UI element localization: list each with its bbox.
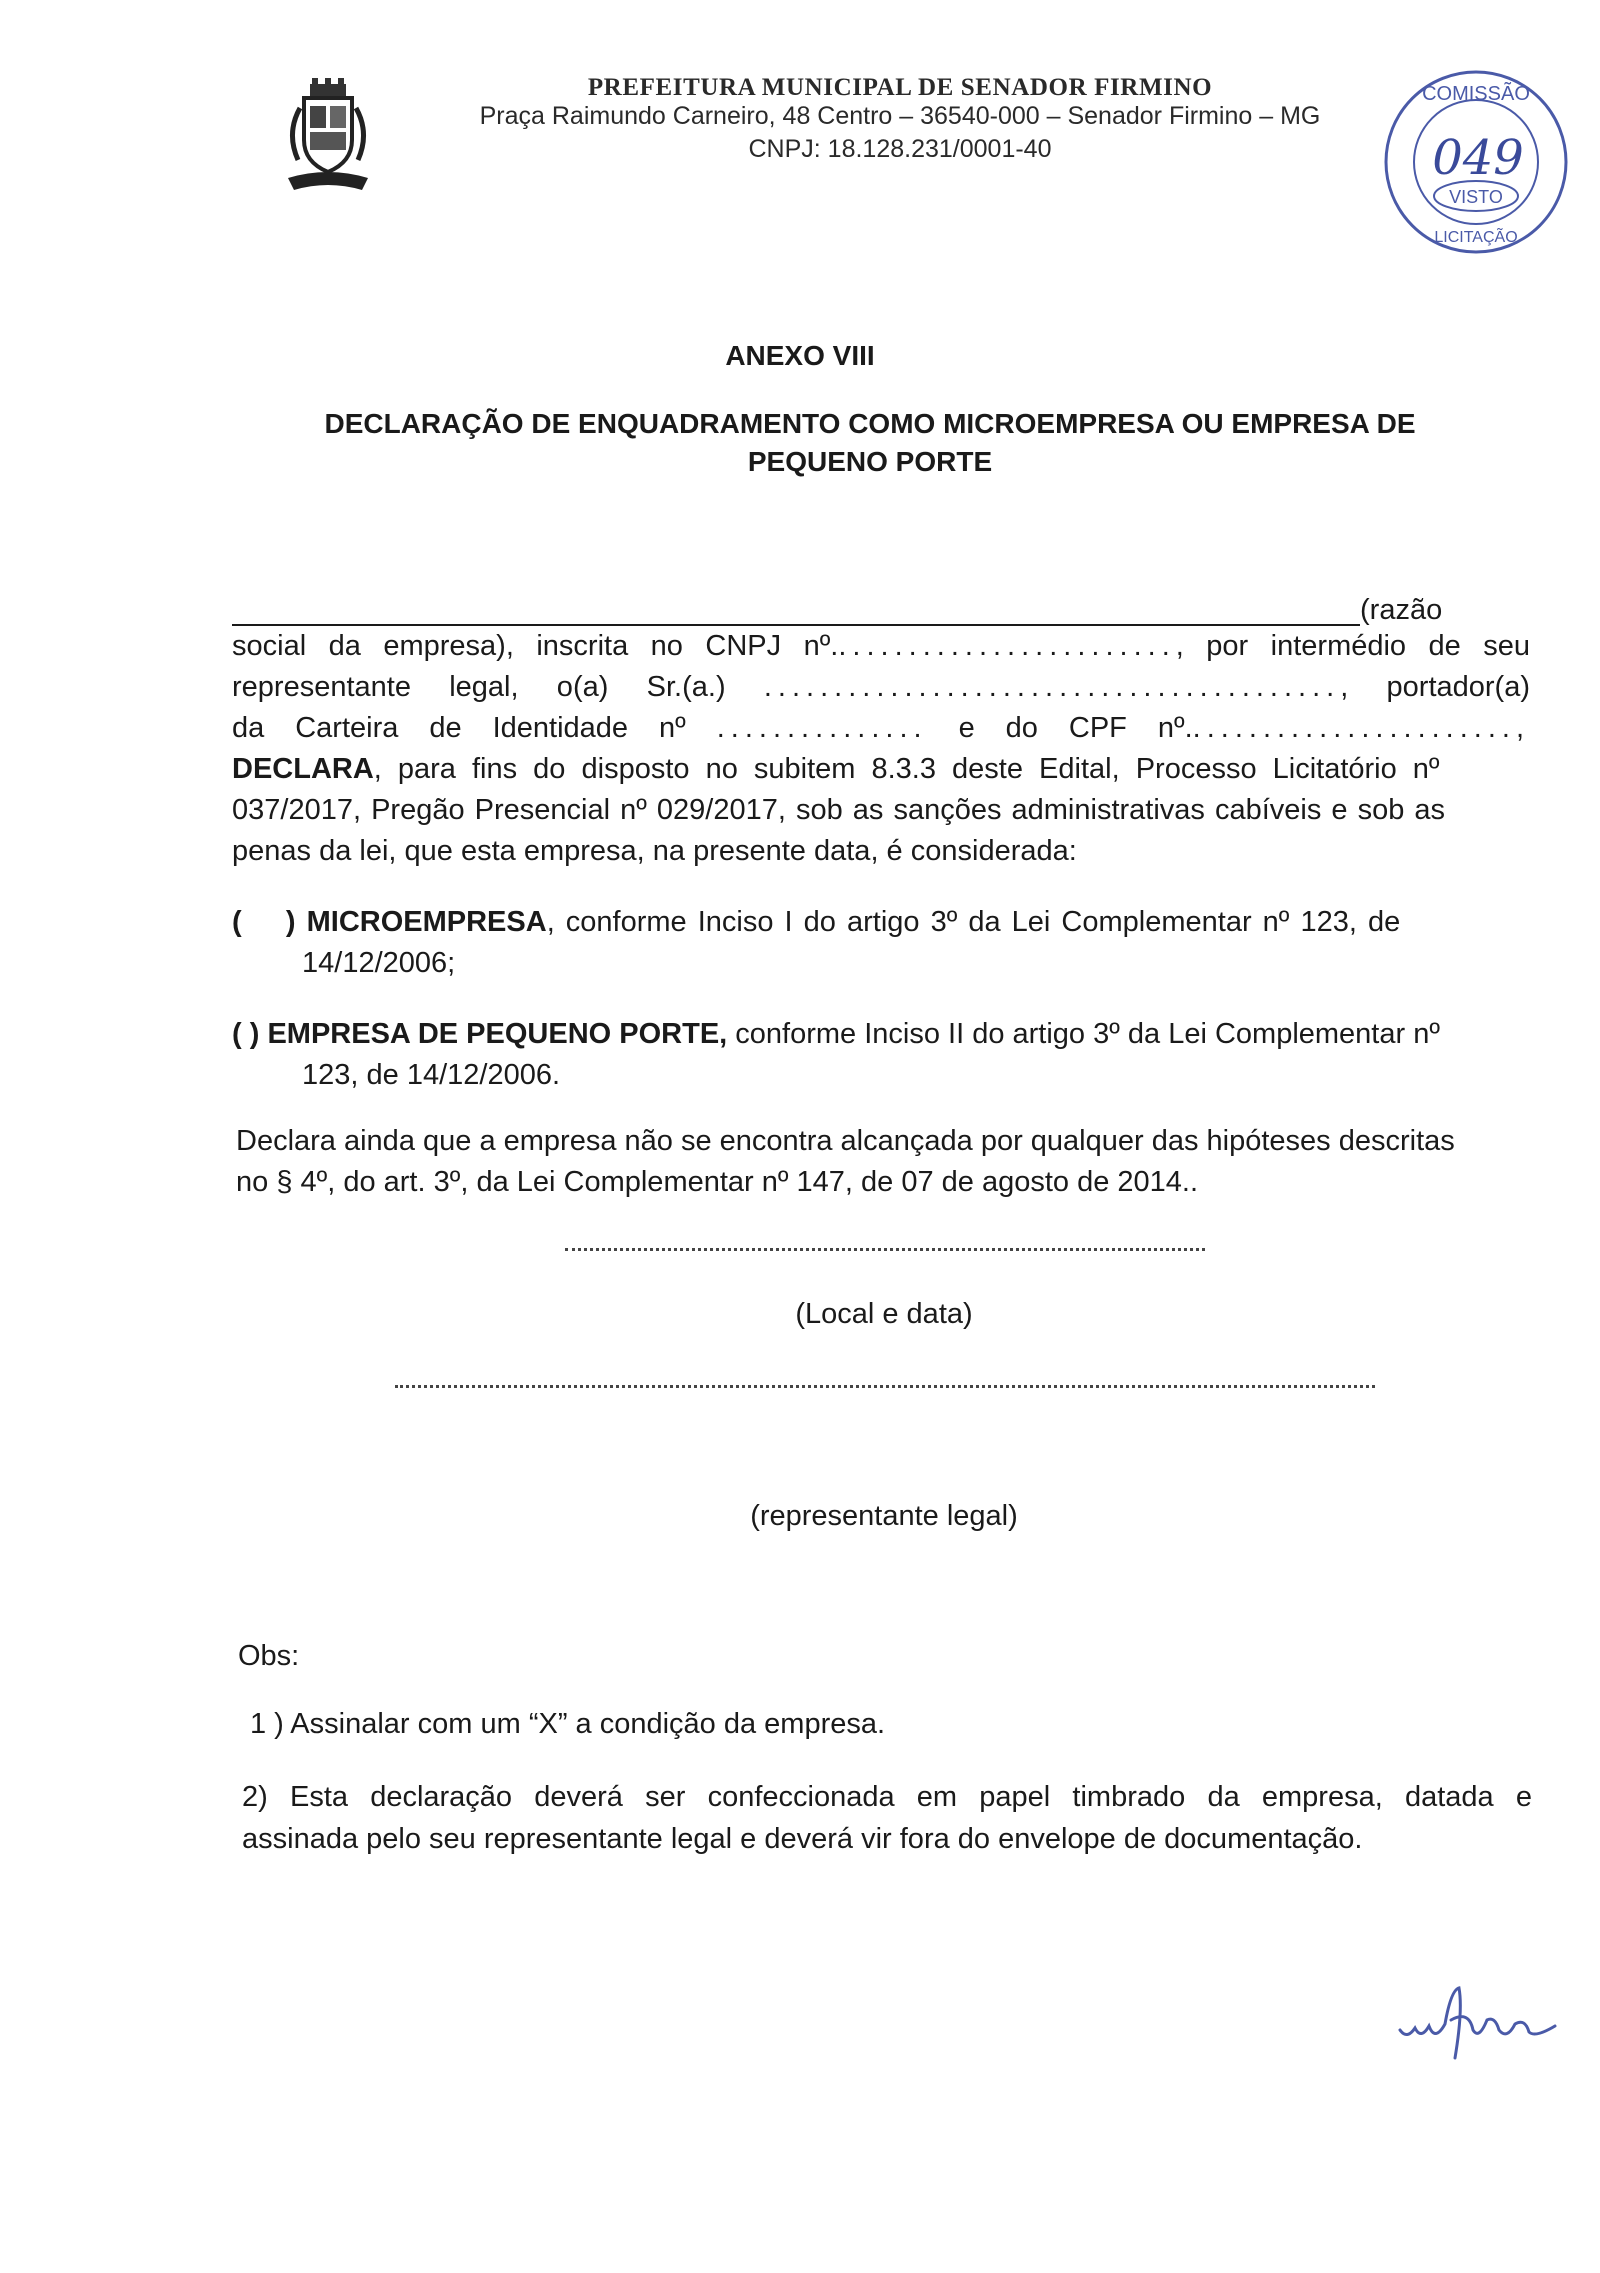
signature-dotted-line xyxy=(395,1385,1375,1388)
razao-label: (razão xyxy=(1360,594,1443,626)
paragraph1-line2: representante legal, o(a) Sr.(a.) ........................................., portador(a) xyxy=(232,671,1530,703)
option-microempresa-checkbox[interactable]: ( ) xyxy=(232,906,296,938)
letterhead-address: Praça Raimundo Carneiro, 48 Centro – 36540-000 – Senador Firmino – MG xyxy=(479,102,1321,130)
option-epp-checkbox[interactable]: ( ) xyxy=(232,1018,260,1050)
stamp-text-top: COMISSÃO xyxy=(1422,83,1530,105)
paragraph1-line3: da Carteira de Identidade nº ............... e do CPF nº........................, xyxy=(232,712,1531,744)
paragraph2-line2: no § 4º, do art. 3º, da Lei Complementar nº 147, de 07 de agosto de 2014.. xyxy=(236,1166,1199,1198)
representative-label: (representante legal) xyxy=(750,1500,1018,1532)
stamp-visto: VISTO xyxy=(1449,187,1503,207)
local-date-dotted-line xyxy=(565,1248,1205,1251)
handwritten-initials-icon xyxy=(1395,1980,1575,2060)
local-date-label: (Local e data) xyxy=(795,1298,973,1330)
declaration-title-line1: DECLARAÇÃO DE ENQUADRAMENTO COMO MICROEMPRESA OU EMPRESA DE xyxy=(324,408,1416,439)
annex-title: ANEXO VIII xyxy=(725,340,875,371)
option-microempresa: ( ) MICROEMPRESA, conforme Inciso I do artigo 3º da Lei Complementar nº 123, de xyxy=(232,906,1401,938)
letterhead-cnpj: CNPJ: 18.128.231/0001-40 xyxy=(748,135,1052,163)
paragraph1-line4: DECLARA, para fins do disposto no subitem 8.3.3 deste Edital, Processo Licitatório nº xyxy=(232,753,1440,785)
obs-label: Obs: xyxy=(238,1640,300,1672)
obs-item-1: 1 ) Assinalar com um “X” a condição da empresa. xyxy=(250,1708,886,1740)
option-epp: ( ) EMPRESA DE PEQUENO PORTE, conforme Inciso II do artigo 3º da Lei Complementar nº xyxy=(232,1018,1440,1050)
paragraph1-line6: penas da lei, que esta empresa, na presente data, é considerada: xyxy=(232,835,1077,867)
stamp-number: 049 xyxy=(1432,130,1524,186)
letterhead-title: PREFEITURA MUNICIPAL DE SENADOR FIRMINO xyxy=(587,74,1213,101)
paragraph1-line5: 037/2017, Pregão Presencial nº 029/2017, sob as sanções administrativas cabíveis e sob as xyxy=(232,794,1446,826)
commission-stamp-icon xyxy=(1378,64,1574,260)
option-epp-line2: 123, de 14/12/2006. xyxy=(302,1059,561,1091)
paragraph2-line1: Declara ainda que a empresa não se encontra alcançada por qualquer das hipóteses descritas xyxy=(236,1125,1455,1157)
obs-item-2: 2) Esta declaração deverá ser confeccionada em papel timbrado da empresa, datada e assinada pelo seu representante legal e deverá vir fora do envelope de documentação. xyxy=(242,1781,1532,1855)
paragraph1-line1: social da empresa), inscrita no CNPJ nº........................., por intermédio de seu xyxy=(232,630,1531,662)
municipal-crest-icon xyxy=(282,78,374,194)
stamp-text-bottom: LICITAÇÃO xyxy=(1434,229,1518,246)
option-microempresa-line2: 14/12/2006; xyxy=(302,947,456,979)
declaration-title xyxy=(250,405,1490,481)
declaration-title-line2: PEQUENO PORTE xyxy=(747,446,993,477)
